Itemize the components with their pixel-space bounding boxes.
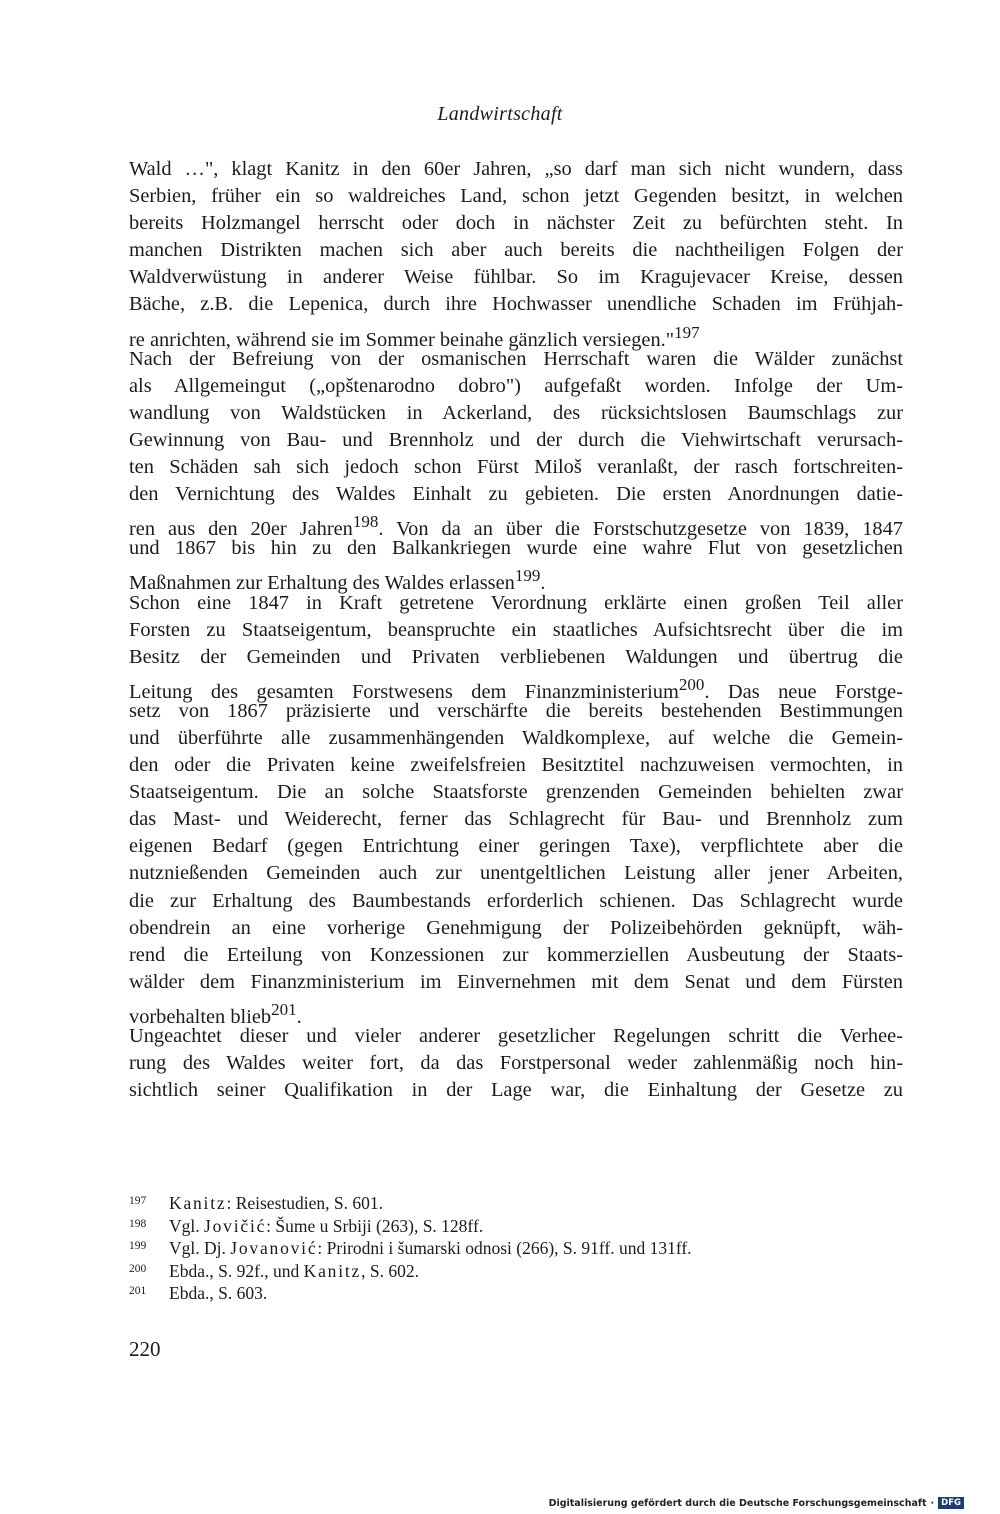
footnote-text: : Šume u Srbiji (263), S. 128ff. (266, 1215, 484, 1236)
text-segment: . (296, 1005, 302, 1028)
footnote-text: , S. 602. (361, 1260, 419, 1281)
text-line: Forsten zu Staatseigentum, beanspruchte ein staatliches Aufsichtsrecht über die im (129, 618, 903, 641)
text-line (129, 562, 903, 595)
text-line (129, 508, 903, 541)
footnote-author: Jovičić (204, 1215, 267, 1236)
footnote-author: Jovanović (230, 1238, 318, 1258)
text-line (129, 671, 903, 703)
text-line: bereits Holzmangel herrscht oder doch in nächster Zeit zu befürchten steht. In (129, 212, 903, 235)
text-segment: Maßnahmen zur Erhaltung des Waldes erlassen (129, 572, 515, 595)
footnote-text: : Prirodni i šumarski odnosi (266), S. 91ff. und 131ff. (317, 1238, 692, 1258)
text-line: die zur Erhaltung des Baumbestands erforderlich schienen. Das Schlagrecht wurde (129, 889, 903, 912)
text-line: und überführte alle zusammenhängenden Waldkomplexe, auf welche die Gemein- (129, 726, 903, 749)
text-segment: vorbehalten blieb (129, 1005, 272, 1028)
text-line: Waldverwüstung in anderer Weise fühlbar. So im Kragujevacer Kreise, dessen (129, 266, 903, 289)
text-segment: . Von da an über die Forstschutzgesetze von 1839, 1847 (378, 518, 903, 541)
digitization-credit (549, 1497, 964, 1509)
text-line: wandlung von Waldstücken in Ackerland, des rücksichtslosen Baumschlags zur (129, 401, 903, 424)
text-line: Besitz der Gemeinden und Privaten verbliebenen Waldungen und übertrug die (129, 645, 903, 668)
running-head: Landwirtschaft (437, 103, 563, 125)
text-line: den oder die Privaten keine zweifelsfreien Besitztitel nachzuweisen vermochten, in (129, 754, 903, 777)
text-line: Gewinnung von Bau- und Brennholz und der durch die Viehwirtschaft verursach- (129, 428, 903, 451)
text-line: sichtlich seiner Qualifikation in der Lage war, die Einhaltung der Gesetze zu (129, 1079, 903, 1102)
footnote (129, 1213, 692, 1236)
text-segment: . Das neue Forstge- (704, 680, 903, 703)
text-line: als Allgemeingut („opštenarodno dobro") aufgefaßt worden. Infolge der Um- (129, 374, 903, 397)
footnote-ref: 198 (352, 512, 379, 532)
footnote-ref: 197 (674, 322, 700, 342)
footnote-number: 201 (129, 1285, 147, 1297)
dfg-logo: DFG (938, 1497, 964, 1509)
text-line: obendrein an eine vorherige Genehmigung der Polizeibehörden geknüpft, wäh- (129, 916, 903, 939)
footnote-text: Ebda., S. 603. (169, 1283, 268, 1303)
footnote-text: Ebda., S. 92f., und (169, 1260, 304, 1281)
text-line: Schon eine 1847 in Kraft getretene Verordnung erklärte einen großen Teil aller (129, 591, 903, 614)
text-line: und 1867 bis hin zu den Balkankriegen wurde eine wahre Flut von gesetzlichen (129, 537, 903, 560)
text-line: den Vernichtung des Waldes Einhalt zu gebieten. Die ersten Anordnungen datie- (129, 483, 903, 506)
footnote (129, 1280, 692, 1303)
text-line: Wald …", klagt Kanitz in den 60er Jahren, „so darf man sich nicht wundern, dass (129, 158, 903, 180)
text-line: Ungeachtet dieser und vieler anderer gesetzlicher Regelungen schritt die Verhee- (129, 1025, 903, 1047)
text-line: setz von 1867 präzisierte und verschärfte die bereits bestehenden Bestimmungen (129, 699, 903, 722)
text-line: Nach der Befreiung von der osmanischen Herrschaft waren die Wälder zunächst (129, 347, 903, 370)
text-line: Serbien, früher ein so waldreiches Land, schon jetzt Gegenden besitzt, in welchen (129, 185, 903, 208)
footnote-text: Vgl. (169, 1215, 204, 1236)
footnote (129, 1258, 692, 1281)
text-line: eigenen Bedarf (gegen Entrichtung einer geringen Taxe), verpflichtete aber die (129, 835, 903, 858)
credit-separator: · (930, 1497, 935, 1509)
text-line (129, 319, 903, 351)
footnote-text: : Reisestudien, S. 601. (226, 1193, 383, 1213)
text-line: wälder dem Finanzministerium im Einvernehmen mit dem Senat und dem Fürsten (129, 970, 903, 993)
credit-text: Digitalisierung gefördert durch die Deutsche Forschungsgemeinschaft (548, 1497, 927, 1509)
footnote (129, 1235, 692, 1258)
text-line: nutznießenden Gemeinden auch zur unentgeltlichen Leistung aller jener Arbeiten, (129, 862, 903, 885)
footnote-number: 200 (129, 1262, 147, 1275)
text-line: Staatseigentum. Die an solche Staatsforste grenzenden Gemeinden behielten zwar (129, 781, 903, 804)
footnotes (129, 1190, 692, 1303)
footnote-ref: 201 (271, 999, 297, 1019)
footnote-number: 197 (129, 1195, 147, 1207)
text-segment: ren aus den 20er Jahren (129, 518, 353, 541)
footnote-author: Kanitz (169, 1193, 227, 1213)
text-line: das Mast- und Weiderecht, ferner das Schlagrecht für Bau- und Brennholz zum (129, 808, 903, 831)
footnote-ref: 200 (678, 674, 705, 694)
footnote-text: Vgl. Dj. (169, 1238, 231, 1258)
footnote-number: 198 (129, 1217, 147, 1230)
text-segment: re anrichten, während sie im Sommer beinahe gänzlich versiegen." (129, 328, 675, 351)
text-line (129, 996, 903, 1028)
footnote-number: 199 (129, 1240, 147, 1252)
text-line: rend die Erteilung von Konzessionen zur kommerziellen Ausbeutung der Staats- (129, 943, 903, 966)
page-number: 220 (129, 1337, 161, 1361)
text-line: ten Schäden sah sich jedoch schon Fürst Miloš veranlaßt, der rasch fortschreiten- (129, 456, 903, 479)
footnote-ref: 199 (514, 566, 541, 586)
body-text (129, 156, 903, 1104)
text-line: Bäche, z.B. die Lepenica, durch ihre Hochwasser unendliche Schaden im Frühjah- (129, 293, 903, 316)
text-line: manchen Distrikten machen sich aber auch bereits die nachtheiligen Folgen der (129, 239, 903, 262)
text-segment: Leitung des gesamten Forstwesens dem Finanzministerium (129, 680, 679, 703)
footnote (129, 1190, 692, 1213)
footnote-author: Kanitz (303, 1260, 362, 1281)
text-segment: . (540, 572, 546, 595)
text-line: rung des Waldes weiter fort, da das Forstpersonal weder zahlenmäßig noch hin- (129, 1052, 903, 1075)
